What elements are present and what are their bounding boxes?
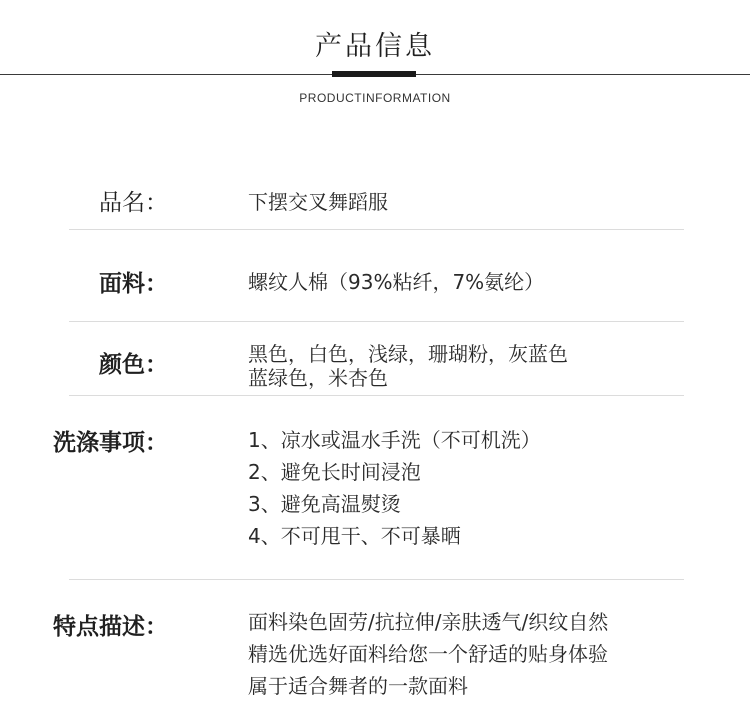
value-fabric — [248, 266, 718, 295]
row-divider — [69, 579, 684, 580]
header-accent-bar — [332, 71, 416, 77]
value-line: 属于适合舞者的一款面料 — [248, 674, 468, 698]
value-line: 下摆交叉舞蹈服 — [248, 190, 388, 214]
value-features — [248, 606, 718, 702]
value-line: 精选优选好面料给您一个舒适的贴身体验 — [248, 642, 608, 666]
row-divider — [69, 321, 684, 322]
value-colors — [248, 342, 718, 390]
value-line: 黑色，白色，浅绿，珊瑚粉，灰蓝色 — [248, 342, 568, 366]
section-subtitle: PRODUCTINFORMATION — [299, 91, 451, 105]
value-line: 螺纹人棉（93%粘纤，7%氨纶） — [248, 270, 545, 294]
value-line: 3、避免高温熨烫 — [248, 492, 401, 516]
label-product-name: 品名： — [99, 190, 168, 216]
label-features: 特点描述： — [53, 614, 168, 640]
value-line: 4、不可甩干、不可暴晒 — [248, 524, 461, 548]
value-line: 面料染色固劳/抗拉伸/亲肤透气/织纹自然 — [248, 610, 609, 634]
row-divider — [69, 229, 684, 230]
label-colors: 颜色： — [99, 352, 168, 378]
value-line: 蓝绿色，米杏色 — [248, 366, 388, 390]
label-fabric: 面料： — [99, 271, 168, 297]
value-line: 2、避免长时间浸泡 — [248, 460, 421, 484]
section-title: 产品信息 — [315, 31, 435, 62]
value-line: 1、凉水或温水手洗（不可机洗） — [248, 428, 541, 452]
value-washing — [248, 424, 718, 552]
value-product-name — [248, 186, 718, 215]
label-washing: 洗涤事项： — [53, 430, 168, 456]
row-divider — [69, 395, 684, 396]
